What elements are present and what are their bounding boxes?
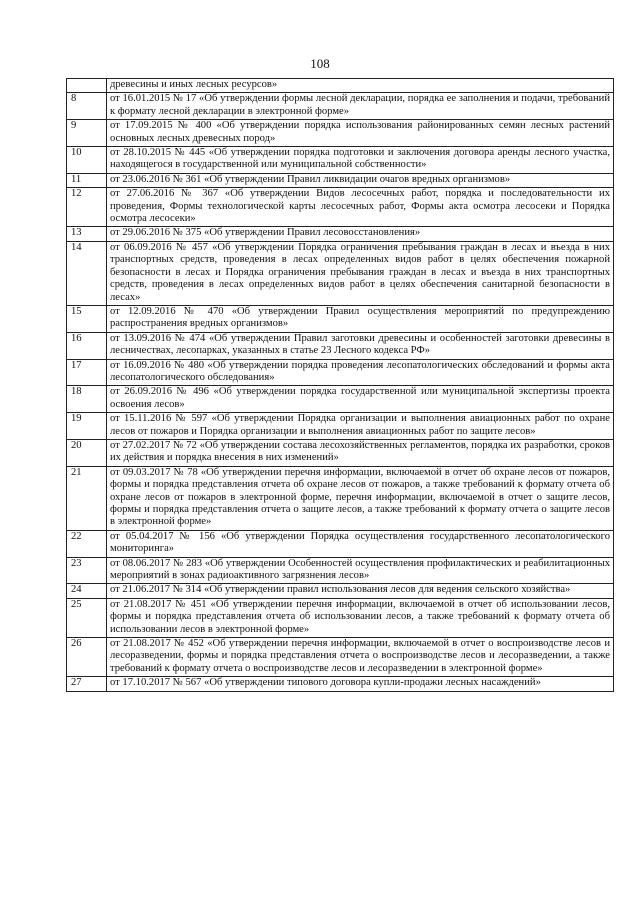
act-description: от 21.06.2017 № 314 «Об утверждении правил использования лесов для ведения сельского хозяйства»	[107, 584, 614, 598]
act-description: от 17.10.2017 № 567 «Об утверждении типового договора купли-продажи лесных насаждений»	[107, 677, 614, 691]
act-description: от 27.02.2017 № 72 «Об утверждении состава лесохозяйственных регламентов, порядка их разработки, сроков их действия и порядка внесения в них изменений»	[107, 439, 614, 466]
table-row	[67, 386, 614, 413]
row-number: 23	[67, 557, 107, 584]
act-description: от 09.03.2017 № 78 «Об утверждении перечня информации, включаемой в отчет об охране лесов от пожаров, формы и порядка представления отчета об охране лесов от пожаров, а также требований к формату отчета об охране лесов от пожаров в электронной форме, перечня информации, включаемой в отчет о защите лесов, формы и порядка представления отчета о защите лесов, а также требований к формату отчета о защите лесов в электронной форме»	[107, 466, 614, 530]
page-number: 108	[310, 56, 330, 71]
legal-acts-table	[66, 78, 614, 692]
act-description: от 16.09.2016 № 480 «Об утверждении порядка проведения лесопатологических обследований и формы акта лесопатологического обследования»	[107, 359, 614, 386]
table-row	[67, 79, 614, 93]
act-description: от 13.09.2016 № 474 «Об утверждении Правил заготовки древесины и особенностей заготовки древесины в лесничествах, лесопарках, указанных в статье 23 Лесного кодекса РФ»	[107, 332, 614, 359]
row-number: 22	[67, 530, 107, 557]
table-row	[67, 227, 614, 241]
row-number: 9	[67, 120, 107, 147]
row-number: 11	[67, 173, 107, 187]
table-row	[67, 413, 614, 440]
table-row	[67, 241, 614, 305]
act-description: от 15.11.2016 № 597 «Об утверждении Порядка организации и выполнения авиационных работ по охране лесов от пожаров и Порядка организации и выполнения авиационных работ по защите лесов»	[107, 413, 614, 440]
row-number: 12	[67, 188, 107, 227]
act-description: от 06.09.2016 № 457 «Об утверждении Порядка ограничения пребывания граждан в лесах и въезда в них транспортных средств, проведения в лесах определенных видов работ в целях обеспечения пожарной безопасности в лесах и Порядка ограничения пребывания граждан в лесах и въезда в них транспортных средств, проведения в лесах определенных видов работ в целях обеспечения санитарной безопасности в лесах»	[107, 241, 614, 305]
table-row	[67, 439, 614, 466]
row-number: 25	[67, 598, 107, 637]
row-number: 17	[67, 359, 107, 386]
table-row	[67, 147, 614, 174]
table-row	[67, 530, 614, 557]
table-row	[67, 188, 614, 227]
act-description: от 21.08.2017 № 452 «Об утверждении перечня информации, включаемой в отчет о воспроизводстве лесов и лесоразведении, формы и порядка представления отчета о воспроизводстве лесов и лесоразведении, а также требований к формату отчета о воспроизводстве лесов и лесоразведении в электронной форме»	[107, 638, 614, 677]
table-row	[67, 305, 614, 332]
table-row	[67, 557, 614, 584]
act-description: от 28.10.2015 № 445 «Об утверждении порядка подготовки и заключения договора аренды лесного участка, находящегося в государственной или муниципальной собственности»	[107, 147, 614, 174]
table-row	[67, 466, 614, 530]
act-description: от 26.09.2016 № 496 «Об утверждении порядка государственной или муниципальной экспертизы проекта освоения лесов»	[107, 386, 614, 413]
act-description: от 05.04.2017 № 156 «Об утверждении Порядка осуществления государственного лесопатологического мониторинга»	[107, 530, 614, 557]
table-row	[67, 638, 614, 677]
act-description: от 12.09.2016 № 470 «Об утверждении Правил осуществления мероприятий по предупреждению распространения вредных организмов»	[107, 305, 614, 332]
act-description: от 27.06.2016 № 367 «Об утверждении Видов лесосечных работ, порядка и последовательности их проведения, Формы технологической карты лесосечных работ, Формы акта осмотра лесосеки и Порядка осмотра лесосеки»	[107, 188, 614, 227]
table-row	[67, 598, 614, 637]
row-number: 14	[67, 241, 107, 305]
row-number: 8	[67, 93, 107, 120]
row-number: 18	[67, 386, 107, 413]
act-description: от 16.01.2015 № 17 «Об утверждении формы лесной декларации, порядка ее заполнения и подачи, требований к формату лесной декларации в электронной форме»	[107, 93, 614, 120]
row-number: 19	[67, 413, 107, 440]
table-body	[67, 79, 614, 692]
row-number: 20	[67, 439, 107, 466]
table-row	[67, 677, 614, 691]
row-number: 13	[67, 227, 107, 241]
table-row	[67, 120, 614, 147]
act-description: от 08.06.2017 № 283 «Об утверждении Особенностей осуществления профилактических и реабилитационных мероприятий в зонах радиоактивного загрязнения лесов»	[107, 557, 614, 584]
row-number: 16	[67, 332, 107, 359]
act-description: от 23.06.2016 № 361 «Об утверждении Правил ликвидации очагов вредных организмов»	[107, 173, 614, 187]
table-row	[67, 332, 614, 359]
row-number: 15	[67, 305, 107, 332]
table-row	[67, 359, 614, 386]
row-number: 24	[67, 584, 107, 598]
table-row	[67, 173, 614, 187]
act-description: от 17.09.2015 № 400 «Об утверждении порядка использования районированных семян лесных растений основных лесных древесных пород»	[107, 120, 614, 147]
row-number	[67, 79, 107, 93]
act-description: от 29.06.2016 № 375 «Об утверждении Правил лесовосстановления»	[107, 227, 614, 241]
table-row	[67, 93, 614, 120]
act-description: от 21.08.2017 № 451 «Об утверждении перечня информации, включаемой в отчет об использовании лесов, формы и порядка представления отчета об использовании лесов, а также требований к формату отчета об использовании лесов в электронной форме»	[107, 598, 614, 637]
table-row	[67, 584, 614, 598]
row-number: 27	[67, 677, 107, 691]
row-number: 21	[67, 466, 107, 530]
act-description: древесины и иных лесных ресурсов»	[107, 79, 614, 93]
row-number: 26	[67, 638, 107, 677]
row-number: 10	[67, 147, 107, 174]
